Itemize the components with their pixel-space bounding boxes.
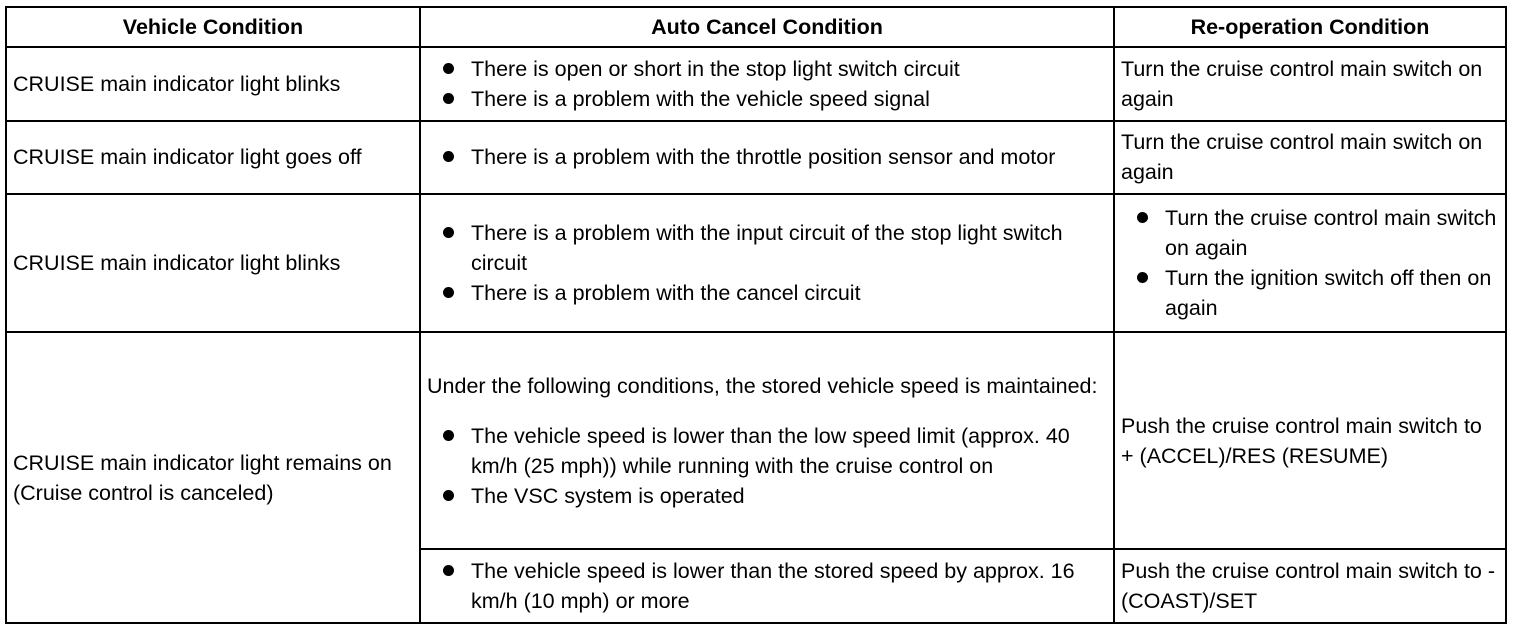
auto-cancel-cell (420, 194, 1114, 332)
cancel-intro: Under the following conditions, the stored vehicle speed is maintained: (427, 373, 1098, 398)
cancel-list (427, 142, 1107, 172)
header-row (6, 7, 1506, 47)
list-item: Turn the cruise control main switch on again (1121, 203, 1499, 263)
list-item: There is open or short in the stop light switch circuit (427, 54, 1107, 84)
table-row (6, 194, 1506, 332)
auto-cancel-cell (420, 549, 1114, 623)
vehicle-condition-cell: CRUISE main indicator light remains on (Cruise control is canceled) (6, 332, 420, 623)
reoperation-list (1121, 203, 1499, 323)
list-item: There is a problem with the cancel circuit (427, 278, 1107, 308)
auto-cancel-cell (420, 121, 1114, 195)
reoperation-cell: Push the cruise control main switch to + (ACCEL)/RES (RESUME) (1114, 332, 1506, 549)
vehicle-condition-cell: CRUISE main indicator light goes off (6, 121, 420, 195)
table-row (6, 332, 1506, 549)
list-item: The VSC system is operated (427, 481, 1107, 511)
table-row (6, 47, 1506, 121)
auto-cancel-cell (420, 47, 1114, 121)
auto-cancel-cell (420, 332, 1114, 549)
reoperation-cell: Turn the cruise control main switch on again (1114, 121, 1506, 195)
cancel-list (427, 556, 1107, 616)
list-item: Turn the ignition switch off then on again (1121, 263, 1499, 323)
list-item: There is a problem with the throttle position sensor and motor (427, 142, 1107, 172)
cancel-list (427, 421, 1107, 511)
cancel-list (427, 54, 1107, 114)
vehicle-condition-cell: CRUISE main indicator light blinks (6, 194, 420, 332)
list-item: There is a problem with the input circuit of the stop light switch circuit (427, 218, 1107, 278)
vehicle-condition-cell: CRUISE main indicator light blinks (6, 47, 420, 121)
reoperation-cell: Push the cruise control main switch to - (COAST)/SET (1114, 549, 1506, 623)
cruise-cancel-table (5, 6, 1507, 624)
header-reoperation-condition: Re-operation Condition (1114, 7, 1506, 47)
table-row (6, 121, 1506, 195)
header-auto-cancel-condition: Auto Cancel Condition (420, 7, 1114, 47)
list-item: The vehicle speed is lower than the low speed limit (approx. 40 km/h (25 mph)) while running with the cruise control on (427, 421, 1107, 481)
list-item: The vehicle speed is lower than the stored speed by approx. 16 km/h (10 mph) or more (427, 556, 1107, 616)
reoperation-cell (1114, 194, 1506, 332)
list-item: There is a problem with the vehicle speed signal (427, 84, 1107, 114)
reoperation-cell: Turn the cruise control main switch on again (1114, 47, 1506, 121)
header-vehicle-condition: Vehicle Condition (6, 7, 420, 47)
cancel-list (427, 218, 1107, 308)
